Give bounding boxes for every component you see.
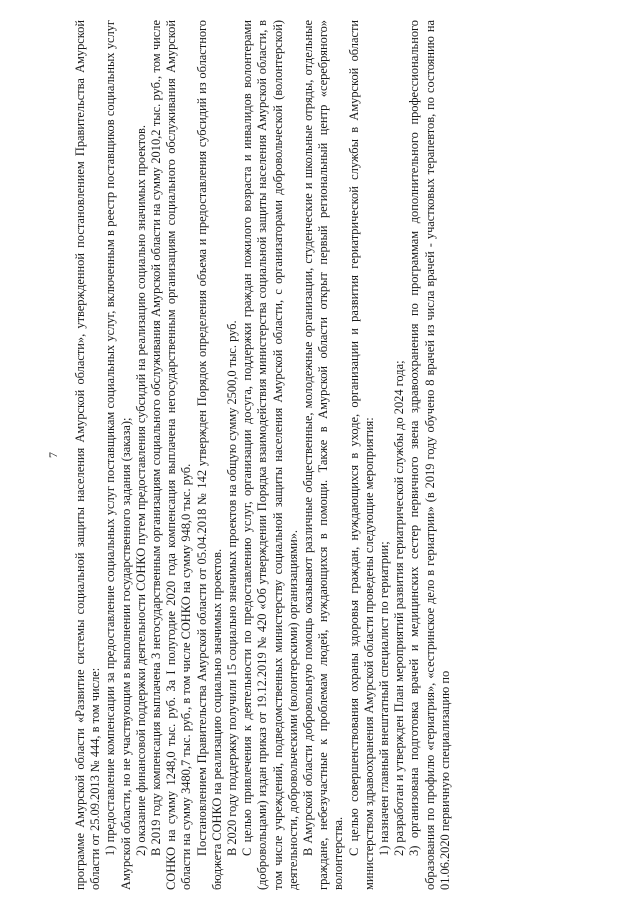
paragraph: С целью привлечения к деятельности по предоставлению услуг, организации досуга, поддержки граждан пожилого возраста и инвалидов волонтерами (добровольцами) издан приказ от 19.12.2019 № 420 «Об утверждении Порядка взаимодействия министерства социальной защиты населения Амурской области, в том числе учреждений, подведомственных министерству социальной защиты населения Амурской области, с организаторами добровольческой (волонтерской) деятельности, добровольческими (волонтерскими) организациями». bbox=[240, 20, 300, 890]
paragraph: 1) предоставление компенсации за предоставление социальных услуг поставщикам социальных услуг, включенным в реестр поставщиков социальных услуг Амурской области, но не участвующим в выполнении государственного задания (заказа); bbox=[103, 20, 133, 890]
paragraph: Постановлением Правительства Амурской области от 05.04.2018 № 142 утвержден Порядок определения объема и предоставления субсидий из областного бюджета СОНКО на реализацию социально значимых проектов. bbox=[194, 20, 224, 890]
page-number: 7 bbox=[46, 452, 60, 458]
body-text bbox=[73, 20, 453, 890]
paragraph: 1) назначен главный внештатный специалист по гериатрии; bbox=[377, 541, 392, 856]
rotated-text-block bbox=[45, 20, 605, 890]
paragraph: С целью совершенствования охраны здоровья граждан, нуждающихся в уходе, организации и развития гериатрической службы в Амурской области министерством здравоохранения Амурской области проведены следующие мероприятия: bbox=[346, 20, 376, 890]
paragraph: 3) организована подготовка врачей и медицинских сестер первичного звена здравоохранения по программам дополнительного профессионального образования по профилю «гериатрия», «сестринское дело в гериатрии» (в 2019 году обучено 8 врачей из числа врачей - участковых терапевтов, по состоянию на 01.06.2020 первичную специализацию по bbox=[407, 20, 452, 890]
paragraph: В 2020 году поддержку получили 15 социально значимых проектов на общую сумму 2500,0 тыс. руб. bbox=[225, 320, 240, 856]
paragraph: 2) оказание финансовой поддержки деятельности СОНКО путем предоставления субсидий на реализацию социально значимых проектов. bbox=[133, 125, 148, 856]
paragraph: программе Амурской области «Развитие системы социальной защиты населения Амурской области», утвержденной постановлением Правительства Амурской области от 25.09.2013 № 444, в том числе: bbox=[73, 20, 103, 890]
paragraph: В Амурской области добровольную помощь оказывают различные общественные, молодежные организации, студенческие и школьные отряды, отдельные граждане, небезучастные к проблемам людей, нуждающихся в помощи. Также в Амурской области открыт первый региональный центр «серебряного» волонтерства. bbox=[301, 20, 346, 890]
paragraph: 2) разработан и утвержден План мероприятий развития гериатрической службы до 2024 года; bbox=[392, 360, 407, 856]
paragraph: В 2019 году компенсация выплачена 3 негосударственным организациям социального обслуживания Амурской области на сумму 2010,2 тыс. руб., том числе СОНКО на сумму 1248,0 тыс. руб. За I полугодие 2020 года компенсация выплачена негосударственным организациям социального обслуживания Амурской области на сумму 3480,7 тыс. руб., в том числе СОНКО на сумму 948,0 тыс. руб. bbox=[149, 20, 194, 890]
